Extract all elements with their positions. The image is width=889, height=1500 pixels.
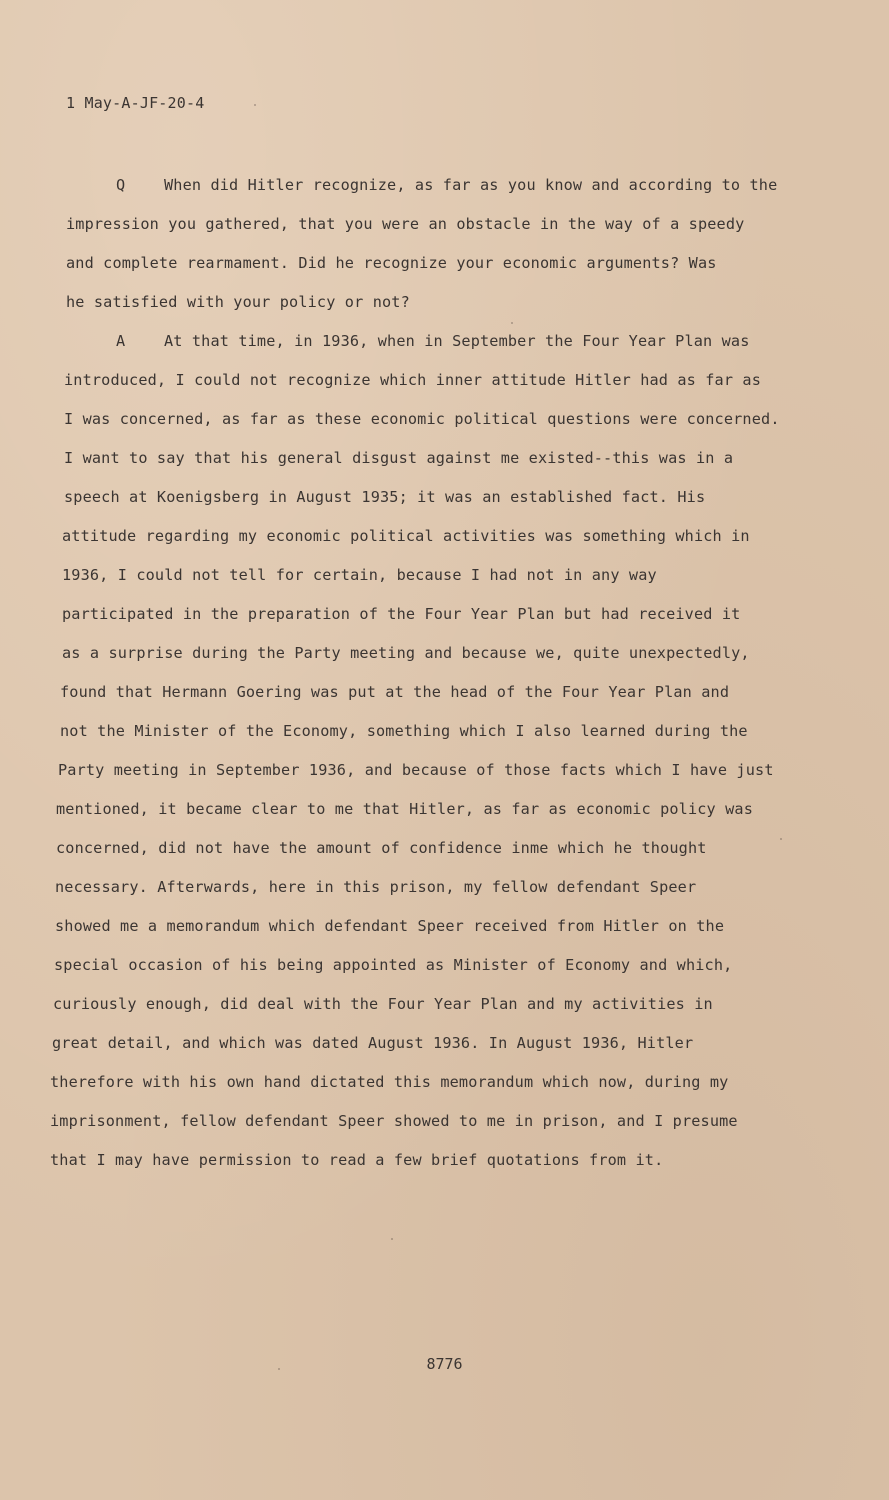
paper-speck [780, 838, 782, 840]
answer-line: imprisonment, fellow defendant Speer showed to me in prison, and I presume [50, 1112, 738, 1130]
document-header: 1 May-A-JF-20-4 [66, 94, 205, 112]
answer-line: necessary. Afterwards, here in this prison, my fellow defendant Speer [55, 878, 697, 896]
answer-line: 1936, I could not tell for certain, because I had not in any way [62, 566, 657, 584]
question-line: impression you gathered, that you were an obstacle in the way of a speedy [66, 215, 745, 233]
answer-line: curiously enough, did deal with the Four Year Plan and my activities in [53, 995, 713, 1013]
answer-line: I want to say that his general disgust against me existed--this was in a [64, 449, 734, 467]
answer-line: participated in the preparation of the Four Year Plan but had received it [62, 605, 741, 623]
paper-speck [391, 1238, 393, 1240]
answer-line: not the Minister of the Economy, something which I also learned during the [60, 722, 748, 740]
answer-marker: A [116, 332, 126, 350]
answer-line: that I may have permission to read a few brief quotations from it. [50, 1151, 664, 1169]
answer-line: as a surprise during the Party meeting and because we, quite unexpectedly, [62, 644, 750, 662]
question-line: and complete rearmament. Did he recognize your economic arguments? Was [66, 254, 717, 272]
answer-line: Party meeting in September 1936, and because of those facts which I have just [58, 761, 774, 779]
question-text: When did Hitler recognize, as far as you know and according to the [164, 176, 778, 194]
answer-line: speech at Koenigsberg in August 1935; it was an established fact. His [64, 488, 706, 506]
answer-line [116, 331, 750, 351]
answer-line: therefore with his own hand dictated this memorandum which now, during my [50, 1073, 729, 1091]
answer-line: attitude regarding my economic political activities was something which in [62, 527, 750, 545]
answer-line: found that Hermann Goering was put at the head of the Four Year Plan and [60, 683, 730, 701]
answer-text: At that time, in 1936, when in September the Four Year Plan was [164, 332, 750, 350]
answer-line: great detail, and which was dated August 1936. In August 1936, Hitler [52, 1034, 694, 1052]
answer-line: showed me a memorandum which defendant Speer received from Hitler on the [55, 917, 725, 935]
answer-line: mentioned, it became clear to me that Hitler, as far as economic policy was [56, 800, 754, 818]
answer-line: I was concerned, as far as these economic political questions were concerned. [64, 410, 780, 428]
paper-speck [254, 104, 256, 106]
question-marker: Q [116, 176, 126, 194]
paper-speck [278, 1368, 280, 1370]
page-number: 8776 [426, 1355, 463, 1373]
answer-line: concerned, did not have the amount of confidence inme which he thought [56, 839, 707, 857]
question-line: he satisfied with your policy or not? [66, 293, 410, 311]
question-line [116, 175, 802, 195]
paper-speck [511, 322, 513, 324]
answer-line: introduced, I could not recognize which inner attitude Hitler had as far as [64, 371, 762, 389]
answer-line: special occasion of his being appointed as Minister of Economy and which, [54, 956, 733, 974]
